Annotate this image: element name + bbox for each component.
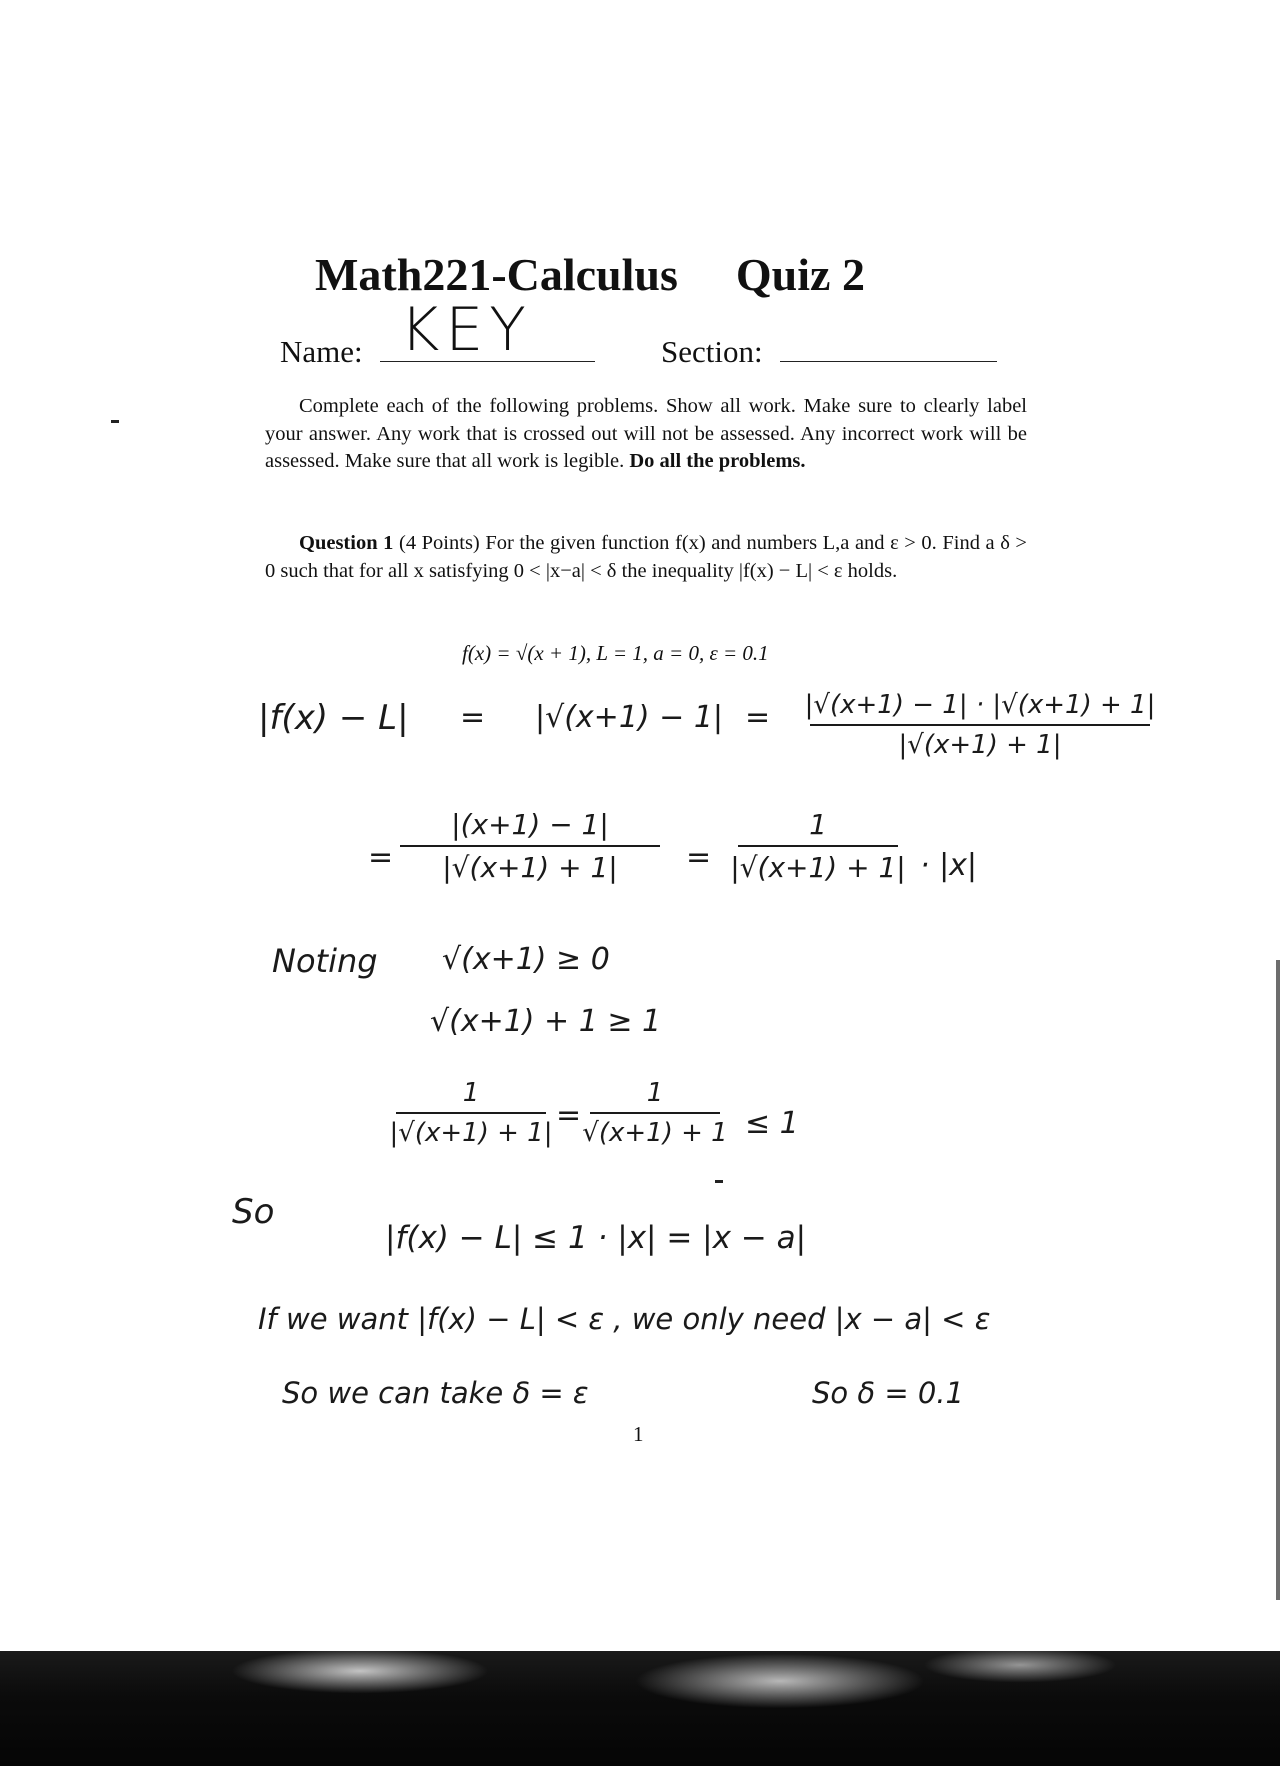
- sol-line3-num2: 1: [646, 1078, 664, 1108]
- sol-so-expr: |f(x) − L| ≤ 1 · |x| = |x − a|: [385, 1220, 807, 1256]
- sol-line3-eq: =: [556, 1098, 582, 1133]
- instructions-bold: Do all the problems.: [629, 450, 806, 472]
- sol-line1-eq1: =: [460, 700, 486, 735]
- sol-line2-fraction1: [400, 808, 660, 884]
- sol-line3-num1: 1: [462, 1078, 480, 1108]
- sol-noting-1: √(x+1) ≥ 0: [442, 942, 610, 977]
- sol-final-b: So δ = 0.1: [812, 1376, 964, 1410]
- scan-speck: [715, 1180, 723, 1183]
- sol-line1-eq2: =: [745, 700, 771, 735]
- question-1: [265, 530, 1027, 585]
- course-title: Math221-Calculus: [315, 249, 678, 300]
- sol-noting-label: Noting: [272, 942, 378, 980]
- quiz-number: Quiz 2: [735, 249, 865, 300]
- sol-line1-lhs: |f(x) − L|: [258, 698, 409, 738]
- sol-line2-den: |√(x+1) + 1|: [442, 851, 618, 884]
- section-label: Section:: [661, 334, 763, 369]
- instructions-text: Complete each of the following problems. Show all work. Make sure to clearly label your answer. Any work that is crossed out will not be assessed. Any incorrect work will be assessed. Make sure that all work is legible.: [265, 395, 1027, 472]
- sol-line3-fraction1: [389, 1078, 553, 1148]
- scan-right-edge: [1276, 960, 1280, 1600]
- sol-line2-tail: · |x|: [920, 848, 978, 883]
- sol-so-label: So: [232, 1192, 275, 1232]
- scan-speck: [111, 420, 119, 423]
- sol-if-line: If we want |f(x) − L| < ε , we only need |x − a| < ε: [258, 1302, 991, 1336]
- sol-line2-num2: 1: [809, 808, 827, 841]
- sol-line3-fraction2: [582, 1078, 728, 1148]
- quiz-title: [315, 248, 865, 301]
- sol-line2-eq: =: [368, 840, 394, 875]
- sol-line2-fraction2: [730, 808, 906, 884]
- sol-line2-eq2: =: [686, 840, 712, 875]
- page-number: 1: [633, 1422, 644, 1446]
- name-value-handwritten: KEY: [400, 295, 532, 365]
- question-1-points: (4 Points): [399, 532, 480, 554]
- sol-line1-mid: |√(x+1) − 1|: [535, 700, 724, 735]
- sol-line1-fraction: [804, 690, 1156, 760]
- sol-noting-2: √(x+1) + 1 ≥ 1: [430, 1004, 662, 1039]
- sol-line3-den2: √(x+1) + 1: [582, 1118, 728, 1148]
- instructions: [265, 393, 1027, 476]
- section-blank-line: [780, 361, 997, 362]
- sol-final-a: So we can take δ = ε: [282, 1376, 589, 1410]
- sol-line1-num: |√(x+1) − 1| · |√(x+1) + 1|: [804, 690, 1156, 720]
- question-1-label: Question 1: [299, 532, 394, 554]
- scan-bottom-band: [0, 1651, 1280, 1766]
- sol-line3-den1: |√(x+1) + 1|: [389, 1118, 553, 1148]
- sol-line2-den2: |√(x+1) + 1|: [730, 851, 906, 884]
- name-label: Name:: [280, 334, 363, 369]
- sol-line1-den: |√(x+1) + 1|: [898, 730, 1062, 760]
- sol-line3-tail: ≤ 1: [745, 1106, 799, 1141]
- question-1-function: f(x) = √(x + 1), L = 1, a = 0, ε = 0.1: [462, 641, 769, 665]
- question-1-text: For the given function f(x) and numbers L,a and ε > 0. Find a δ > 0 such that for all x satisfying 0 < |x−a| < δ the inequality |f(x) − L| < ε holds.: [265, 532, 1027, 582]
- sol-line2-num: |(x+1) − 1|: [451, 808, 609, 841]
